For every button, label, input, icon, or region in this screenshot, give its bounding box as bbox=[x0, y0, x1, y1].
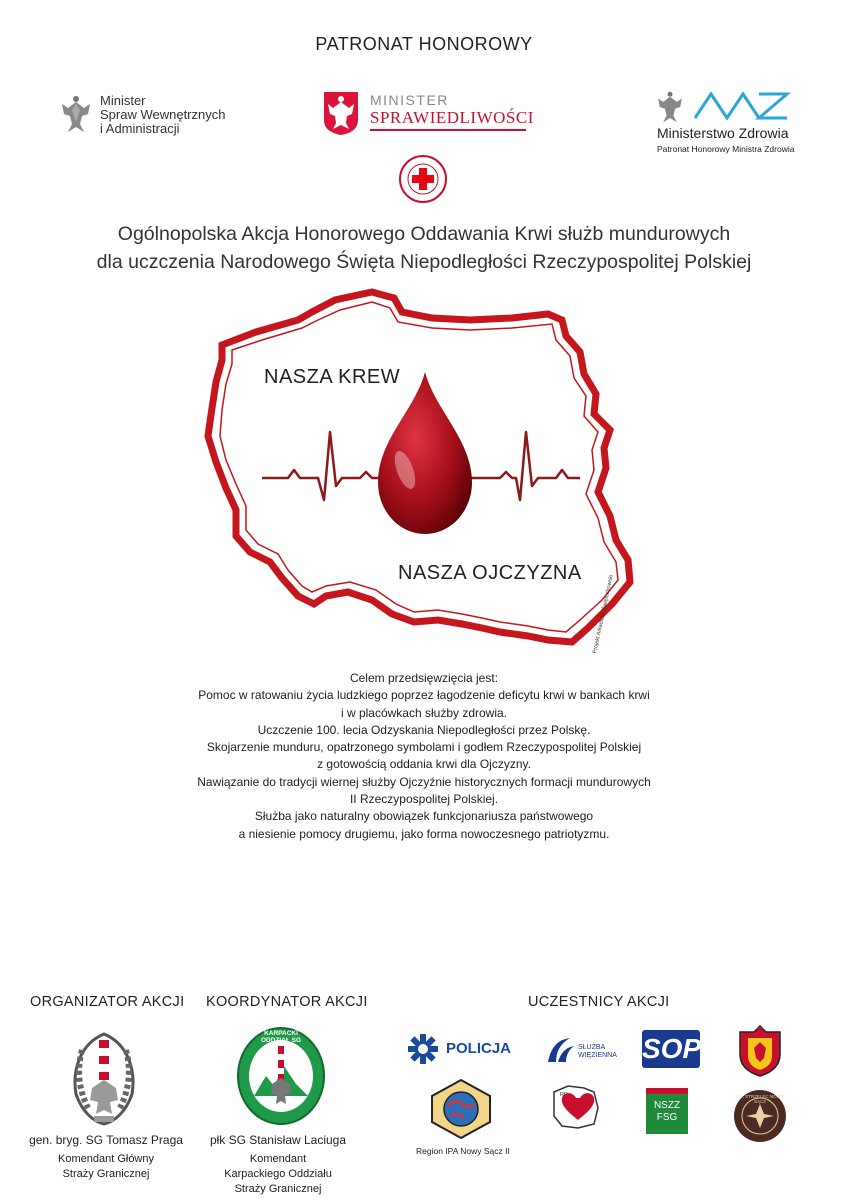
organizer-info bbox=[24, 1133, 188, 1182]
psp-logo bbox=[736, 1024, 784, 1083]
sw-line1: SŁUŻBA bbox=[578, 1044, 606, 1051]
goals-text bbox=[150, 670, 698, 843]
pck-logo bbox=[398, 154, 448, 204]
goal-line: Służba jako naturalny obowiązek funkcjonariusza państwowego bbox=[254, 809, 594, 824]
heart-map-icon bbox=[548, 1082, 602, 1132]
sw-line2: WIĘZIENNA bbox=[578, 1052, 617, 1059]
sw-logo bbox=[544, 1034, 634, 1066]
goal-line: Pomoc w ratowaniu życia ludzkiego poprzez łagodzenie deficytu krwi w bankach krwi bbox=[198, 688, 650, 703]
nszz-line2: FSG bbox=[656, 1112, 678, 1123]
headline-line1: Ogólnopolska Akcja Honorowego Oddawania Krwi służb mundurowych bbox=[117, 223, 731, 245]
ipa-globe-icon bbox=[428, 1078, 494, 1140]
nszz-logo bbox=[646, 1088, 688, 1134]
nszz-line1: NSZZ bbox=[653, 1100, 681, 1111]
design-credit: Projekt Arkadiusz Świętochowski bbox=[592, 574, 615, 654]
coordinator-name: płk SG Stanisław Laciuga bbox=[209, 1133, 347, 1147]
ipa-caption: Region IPA Nowy Sącz II bbox=[416, 1146, 510, 1156]
patronage-title: PATRONAT HONOROWY bbox=[315, 34, 533, 54]
strzelec-logo bbox=[734, 1090, 786, 1142]
karpacki-badge-text: KARPACKI ODDZIAŁ SG bbox=[260, 1030, 302, 1044]
nszz-text bbox=[646, 1100, 688, 1124]
slogan-bottom: NASZA OJCZYZNA bbox=[398, 562, 582, 584]
mz-name: Ministerstwo Zdrowia bbox=[657, 125, 789, 141]
mswia-line3: i Administracji bbox=[100, 121, 180, 136]
ms-underline bbox=[370, 129, 526, 131]
psp-emblem-icon bbox=[736, 1024, 784, 1078]
headline bbox=[0, 220, 848, 276]
nszz-stripe bbox=[646, 1088, 688, 1094]
organizer-heading: ORGANIZATOR AKCJI bbox=[30, 994, 185, 1010]
goal-line: II Rzeczypospolitej Polskiej. bbox=[349, 792, 499, 807]
eagle-icon bbox=[60, 94, 92, 134]
sop-logo bbox=[642, 1030, 700, 1068]
rp-label: RP bbox=[560, 1092, 568, 1098]
red-cross-icon bbox=[398, 154, 448, 204]
ipa-logo bbox=[428, 1078, 494, 1145]
eagle-icon bbox=[655, 90, 685, 129]
ms-logo bbox=[322, 90, 532, 138]
goal-line: Celem przedsięwzięcia jest: bbox=[349, 671, 499, 685]
rp-heart-logo bbox=[548, 1082, 602, 1137]
organizer-name: gen. bryg. SG Tomasz Praga bbox=[29, 1133, 183, 1147]
sw-text bbox=[578, 1044, 617, 1060]
karpacki-badge bbox=[236, 1026, 326, 1126]
policja-logo bbox=[408, 1034, 518, 1064]
headline-line2: dla uczczenia Narodowego Święta Niepodległości Rzeczypospolitej Polskiej bbox=[96, 251, 752, 273]
goal-line: a niesienie pomocy drugiemu, jako forma nowoczesnego patriotyzmu. bbox=[238, 826, 610, 841]
goal-line: Skojarzenie munduru, opatrzonego symbolami i godłem Rzeczypospolitej Polskiej bbox=[206, 740, 642, 755]
mswia-logo bbox=[60, 94, 250, 138]
policja-label: POLICJA bbox=[446, 1040, 512, 1057]
sw-icon bbox=[544, 1034, 576, 1066]
mz-sub: Patronat Honorowy Ministra Zdrowia bbox=[657, 144, 795, 154]
coordinator-info bbox=[196, 1133, 360, 1197]
eagle-shield-icon bbox=[322, 90, 360, 141]
mz-logo bbox=[655, 88, 805, 158]
goal-line: Nawiązanie do tradycji wiernej służby Ojczyźnie historycznych formacji mundurowych bbox=[197, 774, 651, 789]
goal-line: Uczczenie 100. lecia Odzyskania Niepodległości przez Polskę. bbox=[257, 722, 591, 737]
ms-line1: MINISTER bbox=[370, 92, 449, 108]
coordinator-role2: Karpackiego Oddziału bbox=[224, 1168, 332, 1180]
policja-star-icon bbox=[408, 1034, 438, 1064]
ms-line2: SPRAWIEDLIWOŚCI bbox=[370, 108, 534, 127]
coordinator-role3: Straży Granicznej bbox=[234, 1183, 322, 1195]
slogan-top: NASZA KREW bbox=[264, 366, 401, 388]
sop-label: SOP bbox=[642, 1033, 702, 1064]
strzelec-label: J.S. STRZELEC NOWY SĄCZ bbox=[736, 1094, 784, 1104]
coordinator-role1: Komendant bbox=[249, 1153, 307, 1165]
organizer-role2: Straży Granicznej bbox=[62, 1168, 150, 1180]
goal-line: i w placówkach służby zdrowia. bbox=[340, 705, 508, 720]
organizer-role1: Komendant Główny bbox=[58, 1153, 154, 1165]
coordinator-heading: KOORDYNATOR AKCJI bbox=[206, 994, 368, 1010]
goal-line: z gotowością oddania krwi dla Ojczyzny. bbox=[317, 757, 531, 772]
sg-emblem-icon bbox=[66, 1030, 142, 1131]
participants-heading: UCZESTNICY AKCJI bbox=[528, 994, 670, 1010]
mswia-line2: Spraw Wewnętrznych bbox=[100, 107, 226, 122]
mz-wave-icon bbox=[693, 88, 791, 127]
poland-map-graphic bbox=[200, 285, 650, 660]
mswia-line1: Minister bbox=[100, 93, 146, 108]
